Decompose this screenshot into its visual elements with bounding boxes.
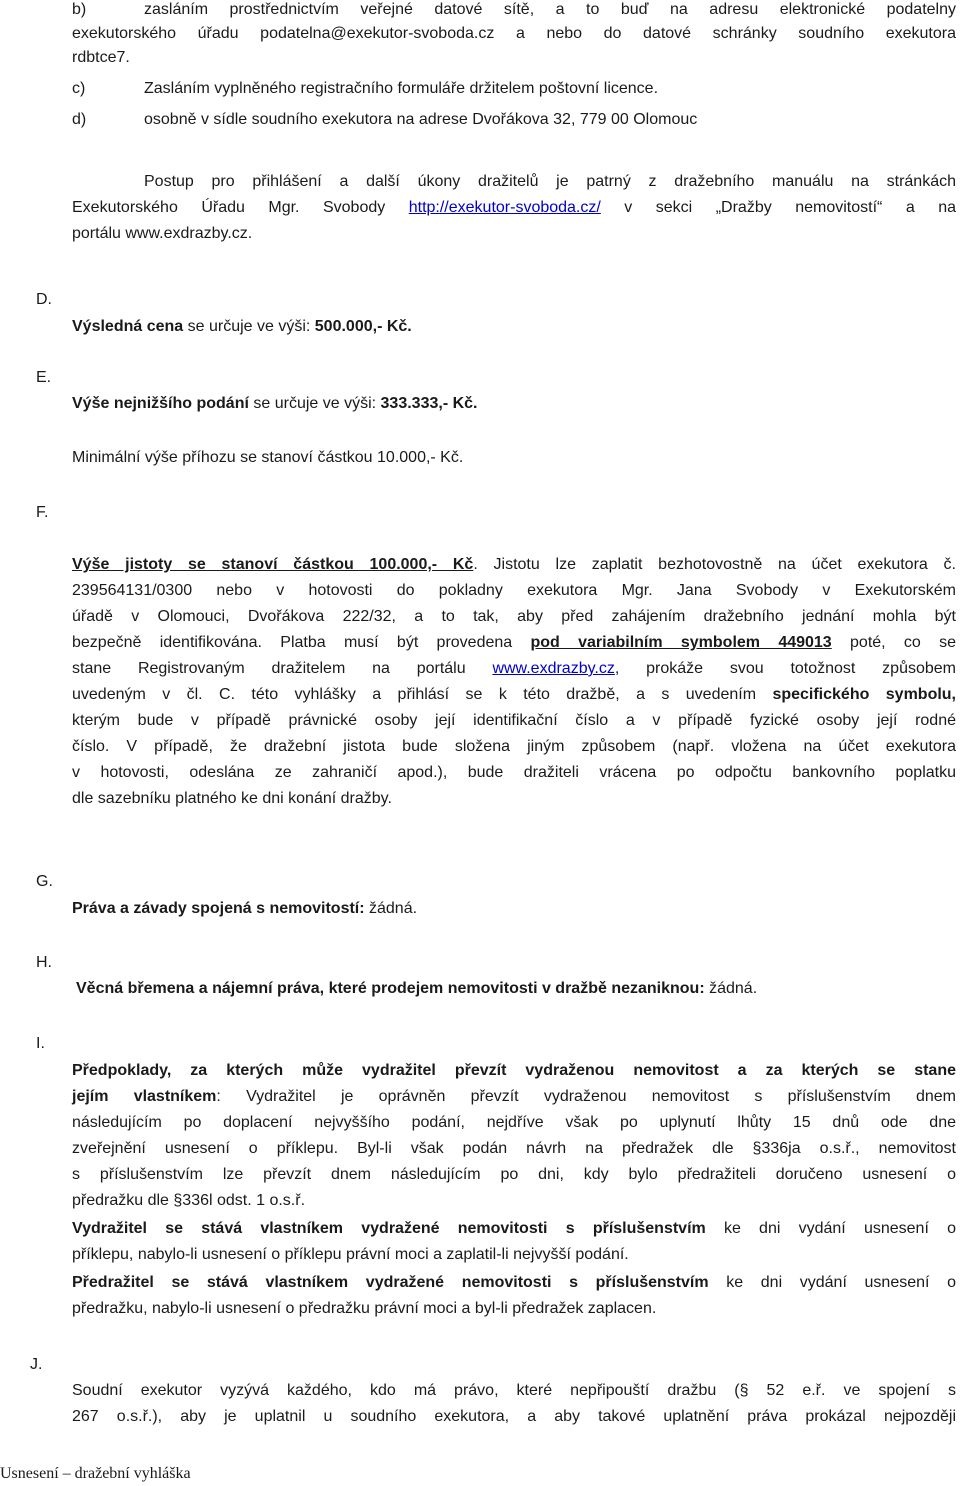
acquisition-line2 — [72, 1087, 956, 1107]
deposit-line5-text: stane Registrovaným dražitelem na portálu — [72, 660, 493, 677]
easements-label: Věcná břemena a nájemní práva, které prodejem nemovitosti v dražbě nezaniknou: — [76, 980, 705, 997]
acquisition-line7-rest: ke dni vydání usnesení o — [705, 1220, 957, 1237]
deposit-line8: číslo. V případě, že dražební jistota bude složena jiným způsobem (např. vložena na účet exekutora — [72, 738, 956, 755]
section-marker-j: J. — [30, 1356, 43, 1373]
acquisition-line1: Předpoklady, za kterých může vydražitel převzít vydraženou nemovitost a za kterých se stane — [72, 1062, 956, 1079]
deposit-line3: úřadě v Olomouci, Dvořákova 222/32, a to tak, aby před zahájením dražebního jednání mohla být — [72, 608, 956, 625]
specific-symbol-label: specifického symbolu, — [772, 686, 956, 703]
acquisition-line5: s příslušenstvím lze převzít dnem následujícím po dni, kdy bylo předražiteli doručeno usnesení o — [72, 1166, 956, 1183]
rights-defects-value: žádná. — [364, 900, 418, 917]
final-price-text: se určuje ve výši: — [183, 318, 315, 335]
deposit-line2: 239564131/0300 nebo v hotovosti do pokladny exekutora Mgr. Jana Svobody v Exekutorském — [72, 582, 956, 599]
section-marker-f: F. — [36, 504, 49, 521]
deposit-amount: Výše jistoty se stanoví částkou 100.000,- Kč — [72, 556, 474, 573]
section-marker-i: I. — [36, 1035, 45, 1052]
page-footer: Usnesení – dražební vyhláška — [0, 1465, 191, 1482]
min-increment-line: Minimální výše příhozu se stanoví částkou 10.000,- Kč. — [72, 449, 464, 466]
exekutor-svoboda-link[interactable]: http://exekutor-svoboda.cz/ — [408, 199, 601, 216]
deposit-line4 — [72, 633, 956, 653]
acquisition-line9 — [72, 1273, 956, 1293]
postup-line2-text: Exekutorského Úřadu Mgr. Svobody — [72, 199, 409, 216]
easements-value: žádná. — [704, 980, 758, 997]
deposit-line6 — [72, 685, 956, 705]
acquisition-line4: zveřejnění usnesení o příklepu. Byl-li však podán návrh na předražek dle §336ja o.s.ř., nemovitost — [72, 1140, 956, 1157]
min-bid-text: se určuje ve výši: — [248, 395, 381, 412]
postup-line2 — [72, 198, 956, 218]
exdrazby-link[interactable]: www.exdrazby.cz — [492, 660, 615, 677]
section-marker-d: D. — [36, 291, 52, 308]
min-bid-line — [72, 394, 477, 414]
acquisition-line9-rest: ke dni vydání usnesení o — [708, 1274, 957, 1291]
deposit-line5-rest: , prokáže svou totožnost způsobem — [614, 660, 957, 677]
deposit-line5 — [72, 659, 956, 679]
easements-line — [76, 979, 757, 999]
final-price-line — [72, 317, 412, 337]
postup-line3: portálu www.exdrazby.cz. — [72, 225, 253, 242]
section-marker-e: E. — [36, 369, 52, 386]
section-marker-g: G. — [36, 873, 53, 890]
deposit-line4-rest: poté, co se — [831, 634, 957, 651]
overbidder-ownership-label: Předražitel se stává vlastníkem vydražené nemovitosti s příslušenstvím — [72, 1274, 709, 1291]
rights-defects-line — [72, 899, 417, 919]
rights-defects-label: Práva a závady spojená s nemovitostí: — [72, 900, 365, 917]
deposit-line7: kterým bude v případě právnické osoby její identifikační číslo a v případě fyzické osoby její rodné — [72, 712, 956, 729]
acquisition-line8: příklepu, nabylo-li usnesení o příklepu právní moci a zaplatil-li nejvyšší podání. — [72, 1246, 629, 1263]
acquisition-line10: předražku, nabylo-li usnesení o předražku právní moci a byl-li předražek zaplacen. — [72, 1300, 657, 1317]
list-b-line2: exekutorského úřadu podatelna@exekutor-svoboda.cz a nebo do datové schránky soudního exekutora — [72, 25, 956, 42]
acquisition-line7 — [72, 1219, 956, 1239]
list-marker-c: c) — [72, 80, 86, 97]
list-c-text: Zasláním vyplněného registračního formuláře držitelem poštovní licence. — [144, 80, 659, 97]
min-bid-label: Výše nejnižšího podání — [72, 395, 249, 412]
list-b-line1: zasláním prostřednictvím veřejné datové sítě, a to buď na adresu elektronické podatelny — [144, 1, 956, 18]
list-d-text: osobně v sídle soudního exekutora na adrese Dvořákova 32, 779 00 Olomouc — [144, 111, 698, 128]
owner-label: jejím vlastníkem — [72, 1088, 217, 1105]
final-price-label: Výsledná cena — [72, 318, 184, 335]
deposit-line10: dle sazebníku platného ke dni konání dražby. — [72, 790, 392, 807]
deposit-line1-rest: . Jistotu lze zaplatit bezhotovostně na účet exekutora č. — [473, 556, 956, 573]
final-price-value: 500.000,- Kč. — [314, 318, 412, 335]
postup-line2-rest: v sekci „Dražby nemovitostí“ a na — [600, 199, 957, 216]
acquisition-line6: předražku dle §336l odst. 1 o.s.ř. — [72, 1192, 306, 1209]
acquisition-line2-rest: : Vydražitel je oprávněn převzít vydraženou nemovitost s příslušenstvím dnem — [216, 1088, 956, 1105]
deposit-line1 — [72, 555, 956, 575]
deposit-line4-text: bezpečně identifikována. Platba musí být provedena — [72, 634, 531, 651]
list-marker-b: b) — [72, 1, 87, 18]
challenge-line2: 267 o.s.ř.), aby je uplatnil u soudního exekutora, a aby takové uplatnění práva prokázal nejpozději — [72, 1408, 956, 1425]
list-marker-d: d) — [72, 111, 87, 128]
acquisition-line3: následujícím po doplacení nejvyššího podání, nejdříve však po uplynutí lhůty 15 dnů ode dne — [72, 1114, 956, 1131]
postup-line1: Postup pro přihlášení a další úkony dražitelů je patrný z dražebního manuálu na stránkách — [144, 173, 956, 190]
min-bid-value: 333.333,- Kč. — [380, 395, 478, 412]
variable-symbol: pod variabilním symbolem 449013 — [530, 634, 832, 651]
deposit-line9: v hotovosti, odeslána ze zahraničí apod.), bude dražiteli vrácena po odpočtu bankovního poplatku — [72, 764, 956, 781]
list-b-line3: rdbtce7. — [72, 49, 130, 66]
deposit-line6-text: uvedeným v čl. C. této vyhlášky a přihlásí se k této dražbě, a s uvedením — [72, 686, 773, 703]
buyer-ownership-label: Vydražitel se stává vlastníkem vydražené nemovitosti s příslušenstvím — [72, 1220, 706, 1237]
section-marker-h: H. — [36, 954, 52, 971]
challenge-line1: Soudní exekutor vyzývá každého, kdo má právo, které nepřipouští dražbu (§ 52 e.ř. ve spojení s — [72, 1382, 956, 1399]
